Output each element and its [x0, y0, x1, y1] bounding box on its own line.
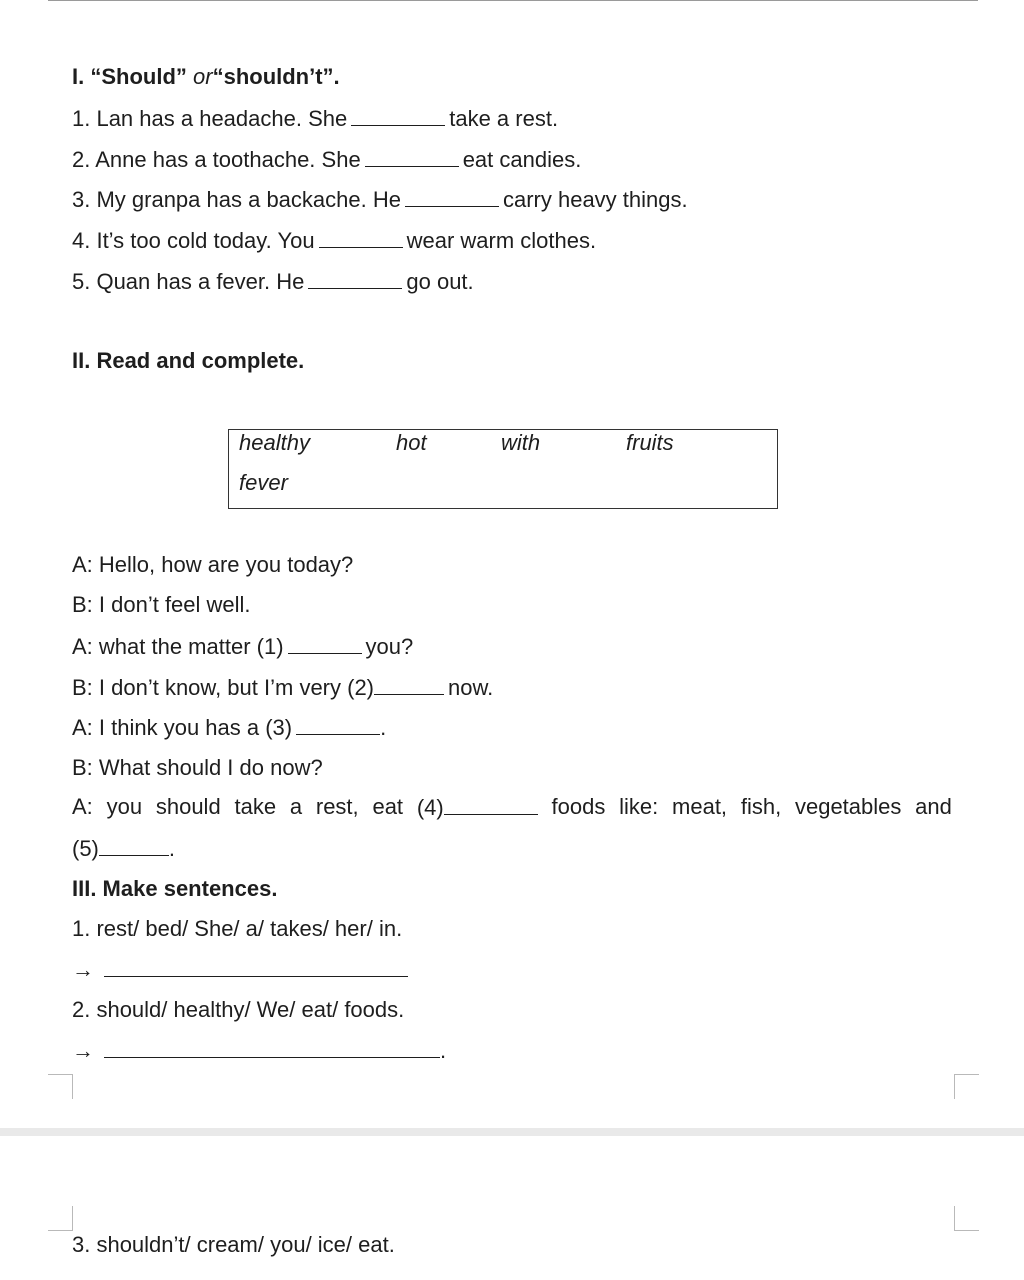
arrow-right-icon: →	[72, 957, 94, 982]
margin-corner-mark	[48, 1206, 73, 1231]
margin-corner-mark	[954, 1206, 979, 1231]
answer-blank[interactable]	[374, 674, 444, 695]
page-top-border	[48, 0, 978, 1]
answer-blank[interactable]	[351, 105, 445, 126]
word-box-item: with	[501, 430, 541, 455]
word-box-item: healthy	[239, 430, 310, 455]
dialogue-line-6: B: What should I do now?	[72, 755, 323, 780]
answer-blank[interactable]	[405, 186, 499, 207]
word-box-item: fruits	[626, 430, 674, 455]
answer-line[interactable]	[104, 956, 408, 977]
make-sentence-prompt-2: 2. should/ healthy/ We/ eat/ foods.	[72, 997, 405, 1022]
answer-blank[interactable]	[365, 146, 459, 167]
answer-blank[interactable]	[444, 794, 538, 815]
dialogue-line-1: A: Hello, how are you today?	[72, 552, 354, 577]
exercise-1-item-2: 2. Anne has a toothache. She eat candies.	[72, 147, 582, 172]
exercise-1-item-3: 3. My granpa has a backache. He carry heavy things.	[72, 187, 688, 212]
word-box-item: hot	[396, 430, 427, 455]
section-1-heading: I. “Should” or“shouldn’t”.	[72, 64, 340, 89]
answer-blank[interactable]	[288, 633, 362, 654]
answer-blank[interactable]	[308, 268, 402, 289]
margin-corner-mark	[954, 1074, 979, 1099]
dialogue-line-4: B: I don’t know, but I’m very (2) now.	[72, 675, 494, 700]
answer-blank[interactable]	[296, 714, 380, 735]
arrow-right-icon: →	[72, 1038, 94, 1063]
exercise-1-item-1: 1. Lan has a headache. She take a rest.	[72, 106, 559, 131]
word-box-item: fever	[239, 470, 288, 495]
make-sentence-prompt-3: 3. shouldn’t/ cream/ you/ ice/ eat.	[72, 1232, 395, 1257]
section-2-heading: II. Read and complete.	[72, 348, 305, 373]
make-sentence-answer-1	[72, 956, 412, 983]
exercise-1-item-5: 5. Quan has a fever. He go out.	[72, 269, 474, 294]
dialogue-line-8: (5) .	[72, 836, 176, 861]
answer-blank[interactable]	[319, 227, 403, 248]
word-box	[228, 429, 778, 509]
make-sentence-answer-2: → .	[72, 1038, 447, 1063]
margin-corner-mark	[48, 1074, 73, 1099]
answer-blank[interactable]	[99, 835, 169, 856]
answer-line[interactable]	[104, 1037, 440, 1058]
section-3-heading: III. Make sentences.	[72, 876, 278, 901]
dialogue-line-5: A: I think you has a (3) .	[72, 715, 387, 740]
page-break	[0, 1128, 1024, 1136]
exercise-1-item-4: 4. It’s too cold today. You wear warm clothes.	[72, 228, 597, 253]
dialogue-line-3: A: what the matter (1) you?	[72, 634, 414, 659]
dialogue-line-7: A: you should take a rest, eat (4) foods like: meat, fish, vegetables and	[72, 794, 952, 820]
dialogue-line-2: B: I don’t feel well.	[72, 592, 251, 617]
make-sentence-prompt-1: 1. rest/ bed/ She/ a/ takes/ her/ in.	[72, 916, 403, 941]
